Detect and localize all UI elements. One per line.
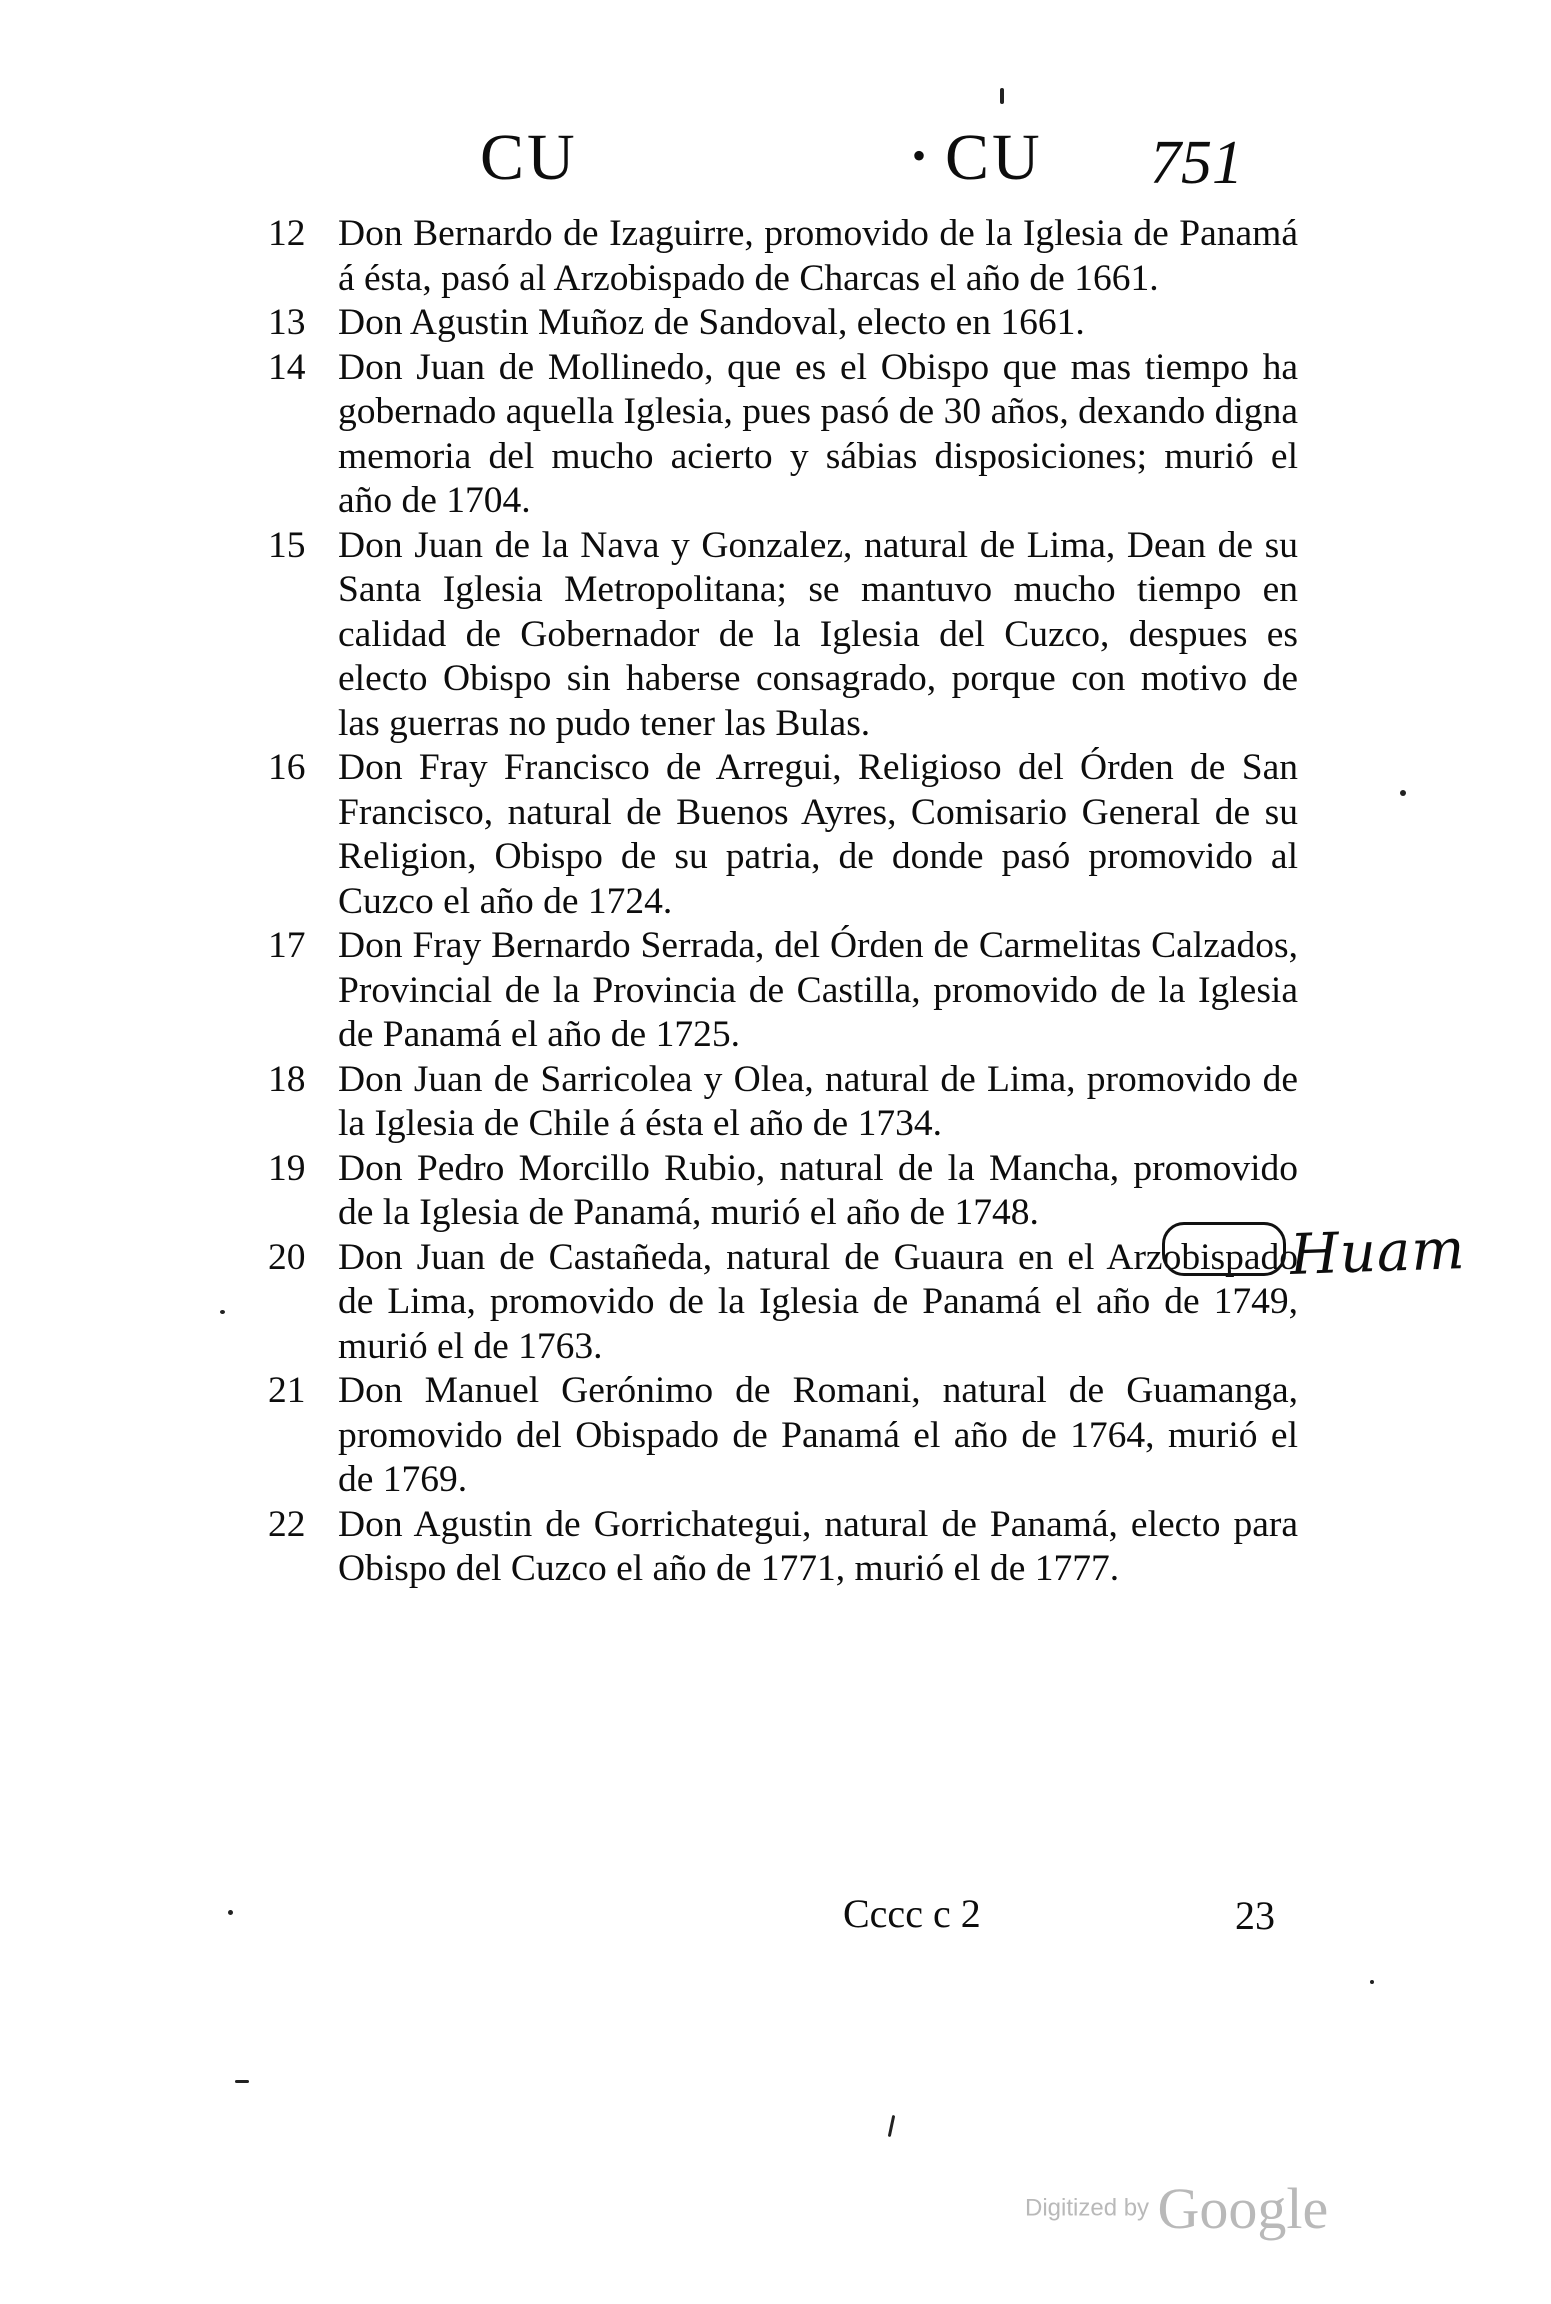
entry-number: 13 xyxy=(268,302,306,343)
entry-number: 18 xyxy=(268,1058,306,1100)
list-item xyxy=(268,1236,1298,1370)
list-item xyxy=(268,1147,1298,1236)
handwritten-annotation: Huam xyxy=(1288,1216,1467,1289)
scan-speck xyxy=(1370,1980,1374,1984)
entry-text: Don Juan de Sarricolea y Olea, natural de Lima, promovido de la Iglesia de Chile á ésta el año de 1734. xyxy=(338,1058,1298,1144)
list-item xyxy=(268,524,1298,747)
entry-text: Don Juan de la Nava y Gonzalez, natural de Lima, Dean de su Santa Iglesia Metropolitana; se mantuvo mucho tiempo en calidad de Gobernador de la Iglesia del Cuzco, despues es electo Obispo sin haberse consagrado, porque con motivo de las guerras no pudo tener las Bulas. xyxy=(338,524,1298,744)
sheet-number: 23 xyxy=(1235,1893,1275,1938)
entry-number: 15 xyxy=(268,524,306,566)
scan-speck xyxy=(220,1310,225,1314)
entry-text: Don Manuel Gerónimo de Romani, natural de Guamanga, promovido del Obispado de Panamá el año de 1764, murió el de 1769. xyxy=(338,1370,1298,1500)
entry-text: Don Agustin Muñoz de Sandoval, electo en 1661. xyxy=(338,302,1085,343)
entry-number: 19 xyxy=(268,1147,306,1189)
entry-number: 14 xyxy=(268,346,306,388)
entry-text: Don Juan de Castañeda, natural de Guaura en el Arzobispado de Lima, promovido de la Iglesia de Panamá el año de 1749, murió el de 1763. xyxy=(338,1236,1298,1367)
running-header xyxy=(0,120,1551,210)
list-item xyxy=(268,346,1298,524)
ink-circle-mark xyxy=(1162,1222,1286,1276)
list-item xyxy=(268,924,1298,1058)
list-item xyxy=(268,301,1298,346)
entry-text: Don Pedro Morcillo Rubio, natural de la Mancha, promovido de la Iglesia de Panamá, murió el año de 1748. xyxy=(338,1147,1298,1233)
list-item xyxy=(268,1058,1298,1147)
list-item xyxy=(268,1369,1298,1503)
entry-number: 17 xyxy=(268,925,306,966)
scan-speck xyxy=(235,2080,249,2083)
list-item xyxy=(268,212,1298,301)
entry-number: 21 xyxy=(268,1370,306,1411)
bishop-list xyxy=(268,212,1298,1592)
page-number: 751 xyxy=(1150,129,1243,197)
header-right-word: CU xyxy=(945,121,1043,194)
entry-text: Don Juan de Mollinedo, que es el Obispo que mas tiempo ha gobernado aquella Iglesia, pues pasó de 30 años, dexando digna memoria del mucho acierto y sábias disposiciones; murió el año de 1704. xyxy=(338,346,1298,521)
watermark-prefix: Digitized by xyxy=(1025,2194,1150,2222)
entry-number: 16 xyxy=(268,747,306,788)
page-footer xyxy=(0,1890,1551,1950)
header-dot: • xyxy=(912,133,927,178)
scan-speck xyxy=(1400,790,1406,796)
entry-number: 12 xyxy=(268,213,306,254)
scan-speck xyxy=(228,1910,233,1915)
scan-speck xyxy=(888,2115,896,2137)
header-left-word: CU xyxy=(480,121,578,194)
entry-number: 22 xyxy=(268,1503,306,1545)
entry-text: Don Agustin de Gorrichategui, natural de Panamá, electo para Obispo del Cuzco el año de 1771, murió el de 1777. xyxy=(338,1503,1298,1589)
scan-speck xyxy=(1000,88,1004,104)
google-logo: Google xyxy=(1157,2176,1329,2241)
entry-number: 20 xyxy=(268,1236,306,1278)
signature-mark: Cccc c 2 xyxy=(843,1891,981,1936)
list-item xyxy=(268,746,1298,924)
digitized-watermark xyxy=(1025,2175,1328,2242)
entry-text: Don Bernardo de Izaguirre, promovido de la Iglesia de Panamá á ésta, pasó al Arzobispado de Charcas el año de 1661. xyxy=(338,213,1298,299)
entry-text: Don Fray Francisco de Arregui, Religioso del Órden de San Francisco, natural de Buenos Ayres, Comisario General de su Religion, Obispo de su patria, de donde pasó promovido al Cuzco el año de 1724. xyxy=(338,747,1298,922)
entry-text: Don Fray Bernardo Serrada, del Órden de Carmelitas Calzados, Provincial de la Provincia de Castilla, promovido de la Iglesia de Panamá el año de 1725. xyxy=(338,925,1298,1055)
list-item xyxy=(268,1503,1298,1592)
